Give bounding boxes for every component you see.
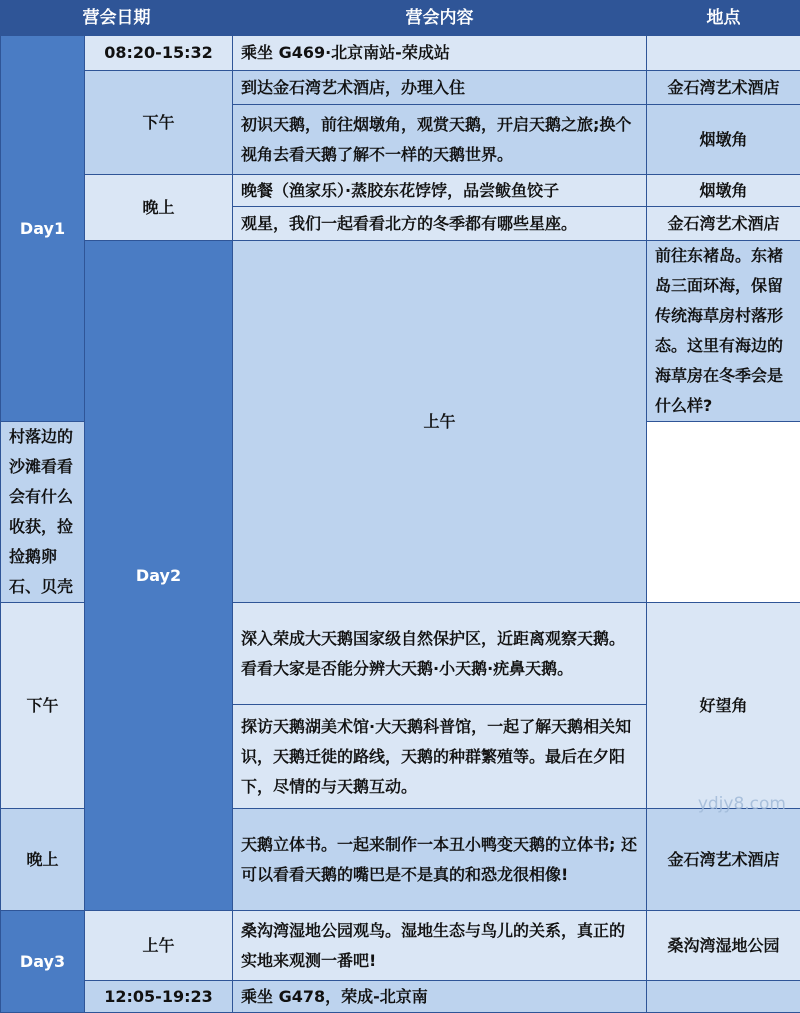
day2-content-4: 探访天鹅湖美术馆·大天鹅科普馆，一起了解天鹅相关知识，天鹅迁徙的路线，天鹅的种群繁殖等。最后在夕阳下，尽情的与天鹅互动。 xyxy=(233,705,647,809)
header-row xyxy=(1,1,800,36)
day1-location-5: 金石湾艺术酒店 xyxy=(647,207,800,241)
watermark: ydjy8.com xyxy=(698,794,786,814)
day2-morning: 上午 xyxy=(233,241,647,603)
day2-evening: 晚上 xyxy=(1,809,85,911)
day3-label: Day3 xyxy=(1,911,85,1013)
day1-location-2: 金石湾艺术酒店 xyxy=(647,71,800,105)
day3-time-end: 12:05-19:23 xyxy=(85,981,233,1013)
day1-location-1 xyxy=(647,36,800,71)
day1-location-4: 烟墩角 xyxy=(647,175,800,207)
day2-content-2: 村落边的沙滩看看会有什么收获，捡捡鹅卵石、贝壳 xyxy=(1,422,85,603)
day2-location-afternoon: 好望角 xyxy=(647,603,800,809)
day3-location-1: 桑沟湾湿地公园 xyxy=(647,911,800,981)
table-row xyxy=(1,981,800,1013)
day1-content-3: 初识天鹅，前往烟墩角，观赏天鹅，开启天鹅之旅;换个视角去看天鹅了解不一样的天鹅世界。 xyxy=(233,105,647,175)
day2-content-1: 前往东褚岛。东褚岛三面环海，保留传统海草房村落形态。这里有海边的海草房在冬季会是什么样? xyxy=(647,241,800,422)
header-location: 地点 xyxy=(647,1,800,36)
header-date: 营会日期 xyxy=(1,1,233,36)
day1-content-4: 晚餐（渔家乐）·蒸胶东花饽饽，品尝鲅鱼饺子 xyxy=(233,175,647,207)
day2-content-5: 天鹅立体书。一起来制作一本丑小鸭变天鹅的立体书; 还可以看看天鹅的嘴巴是不是真的和恐龙很相像! xyxy=(233,809,647,911)
day3-location-2 xyxy=(647,981,800,1013)
day3-content-2: 乘坐 G478，荣成-北京南 xyxy=(233,981,647,1013)
day1-label: Day1 xyxy=(1,36,85,422)
day1-content-2: 到达金石湾艺术酒店，办理入住 xyxy=(233,71,647,105)
day1-location-3: 烟墩角 xyxy=(647,105,800,175)
table-row xyxy=(1,36,800,71)
table-row xyxy=(1,241,800,422)
day1-evening: 晚上 xyxy=(85,175,233,241)
day2-content-3: 深入荣成大天鹅国家级自然保护区，近距离观察天鹅。看看大家是否能分辨大天鹅·小天鹅·疣鼻天鹅。 xyxy=(233,603,647,705)
day3-content-1: 桑沟湾湿地公园观鸟。湿地生态与鸟儿的关系，真正的实地来观测一番吧! xyxy=(233,911,647,981)
table-row xyxy=(1,71,800,105)
table-row xyxy=(1,175,800,207)
day2-location-evening: 金石湾艺术酒店 xyxy=(647,809,800,911)
header-content: 营会内容 xyxy=(233,1,647,36)
day1-content-5: 观星，我们一起看看北方的冬季都有哪些星座。 xyxy=(233,207,647,241)
table-row xyxy=(1,911,800,981)
day1-afternoon: 下午 xyxy=(85,71,233,175)
day2-label: Day2 xyxy=(85,241,233,911)
day1-content-1: 乘坐 G469·北京南站-荣成站 xyxy=(233,36,647,71)
day2-afternoon: 下午 xyxy=(1,603,85,809)
day1-time-start: 08:20-15:32 xyxy=(85,36,233,71)
day3-morning: 上午 xyxy=(85,911,233,981)
